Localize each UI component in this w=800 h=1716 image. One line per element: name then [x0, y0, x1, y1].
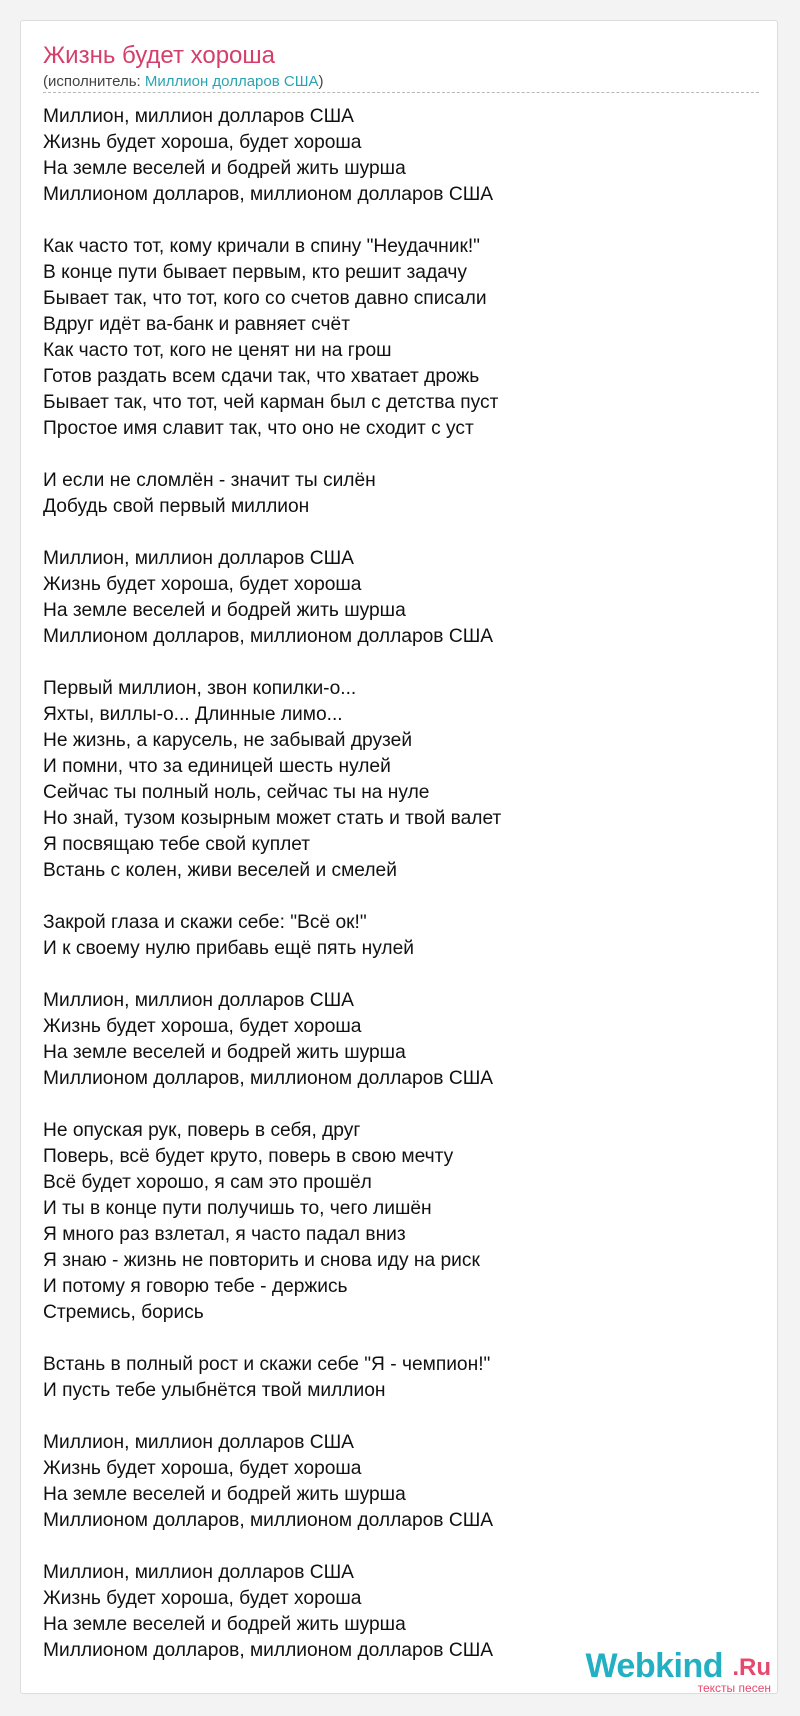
lyric-line: Миллионом долларов, миллионом долларов США	[43, 1068, 494, 1089]
lyric-line: Яхты, виллы-о... Длинные лимо...	[43, 704, 343, 725]
song-title: Жизнь будет хороша	[43, 42, 276, 69]
lyric-line: Но знай, тузом козырным может стать и твой валет	[43, 808, 502, 829]
stanza-break	[43, 1092, 743, 1118]
lyric-line: Жизнь будет хороша, будет хороша	[43, 574, 362, 595]
lyric-line: В конце пути бывает первым, кто решит задачу	[43, 262, 468, 283]
lyric-line: На земле веселей и бодрей жить шурша	[43, 158, 406, 179]
stanza-break	[43, 1326, 743, 1352]
webkind-logo[interactable]	[571, 1647, 771, 1697]
lyric-line: Готов раздать всем сдачи так, что хватает дрожь	[43, 366, 480, 387]
lyric-line: Как часто тот, кого не ценят ни на грош	[43, 340, 392, 361]
lyric-line: Миллион, миллион долларов США	[43, 106, 354, 127]
lyric-line: Жизнь будет хороша, будет хороша	[43, 1016, 362, 1037]
lyric-line: На земле веселей и бодрей жить шурша	[43, 1042, 406, 1063]
lyric-line: Жизнь будет хороша, будет хороша	[43, 1588, 362, 1609]
lyric-line: Миллион, миллион долларов США	[43, 990, 354, 1011]
stanza-break	[43, 520, 743, 546]
lyric-line: Встань в полный рост и скажи себе "Я - чемпион!"	[43, 1354, 491, 1375]
lyric-line: Миллионом долларов, миллионом долларов США	[43, 184, 494, 205]
lyric-line: Я посвящаю тебе свой куплет	[43, 834, 311, 855]
lyric-line: Жизнь будет хороша, будет хороша	[43, 132, 362, 153]
lyric-line: Поверь, всё будет круто, поверь в свою мечту	[43, 1146, 454, 1167]
lyric-line: Встань с колен, живи веселей и смелей	[43, 860, 397, 881]
lyric-line: И помни, что за единицей шесть нулей	[43, 756, 391, 777]
lyric-line: Миллион, миллион долларов США	[43, 1432, 354, 1453]
lyric-line: На земле веселей и бодрей жить шурша	[43, 1614, 406, 1635]
lyric-line: И ты в конце пути получишь то, чего лишён	[43, 1198, 432, 1219]
stanza-break	[43, 962, 743, 988]
stanza-break	[43, 1534, 743, 1560]
stanza-break	[43, 650, 743, 676]
lyrics-block	[43, 104, 743, 1664]
stanza-break	[43, 1404, 743, 1430]
lyric-line: Миллионом долларов, миллионом долларов США	[43, 1640, 494, 1661]
lyric-line: Я знаю - жизнь не повторить и снова иду на риск	[43, 1250, 480, 1271]
lyric-line: Вдруг идёт ва-банк и равняет счёт	[43, 314, 350, 335]
artist-link[interactable]: Миллион долларов США	[144, 73, 319, 90]
lyric-line: На земле веселей и бодрей жить шурша	[43, 600, 406, 621]
lyric-line: Добудь свой первый миллион	[43, 496, 310, 517]
lyric-line: Миллионом долларов, миллионом долларов США	[43, 626, 494, 647]
lyric-line: И если не сломлён - значит ты силён	[43, 470, 376, 491]
artist-suffix: )	[318, 73, 324, 90]
logo-domain-text: .Ru	[732, 1654, 771, 1681]
lyric-line: Миллион, миллион долларов США	[43, 548, 354, 569]
lyric-line: Я много раз взлетал, я часто падал вниз	[43, 1224, 406, 1245]
lyric-line: Как часто тот, кому кричали в спину "Неудачник!"	[43, 236, 480, 257]
stanza-break	[43, 884, 743, 910]
stanza-break	[43, 442, 743, 468]
lyric-line: И потому я говорю тебе - держись	[43, 1276, 348, 1297]
lyric-line: Бывает так, что тот, чей карман был с детства пуст	[43, 392, 499, 413]
logo-main-text: Webkind	[585, 1647, 723, 1685]
lyric-line: И пусть тебе улыбнётся твой миллион	[43, 1380, 386, 1401]
lyric-line: Не опуская рук, поверь в себя, друг	[43, 1120, 361, 1141]
lyric-line: Простое имя славит так, что оно не сходит с уст	[43, 418, 474, 439]
lyric-line: Первый миллион, звон копилки-о...	[43, 678, 357, 699]
artist-prefix: (исполнитель:	[43, 73, 145, 90]
title-divider	[43, 92, 759, 93]
lyric-line: Всё будет хорошо, я сам это прошёл	[43, 1172, 372, 1193]
lyric-line: Закрой глаза и скажи себе: "Всё ок!"	[43, 912, 367, 933]
lyric-line: Миллион, миллион долларов США	[43, 1562, 354, 1583]
lyric-line: Миллионом долларов, миллионом долларов США	[43, 1510, 494, 1531]
artist-line	[43, 73, 323, 91]
lyric-line: Не жизнь, а карусель, не забывай друзей	[43, 730, 413, 751]
lyric-line: Сейчас ты полный ноль, сейчас ты на нуле	[43, 782, 430, 803]
lyric-line: Стремись, борись	[43, 1302, 204, 1323]
lyric-line: Жизнь будет хороша, будет хороша	[43, 1458, 362, 1479]
stanza-break	[43, 208, 743, 234]
lyric-line: И к своему нулю прибавь ещё пять нулей	[43, 938, 415, 959]
logo-tagline: тексты песен	[697, 1681, 771, 1695]
lyric-line: Бывает так, что тот, кого со счетов давно списали	[43, 288, 487, 309]
lyric-line: На земле веселей и бодрей жить шурша	[43, 1484, 406, 1505]
